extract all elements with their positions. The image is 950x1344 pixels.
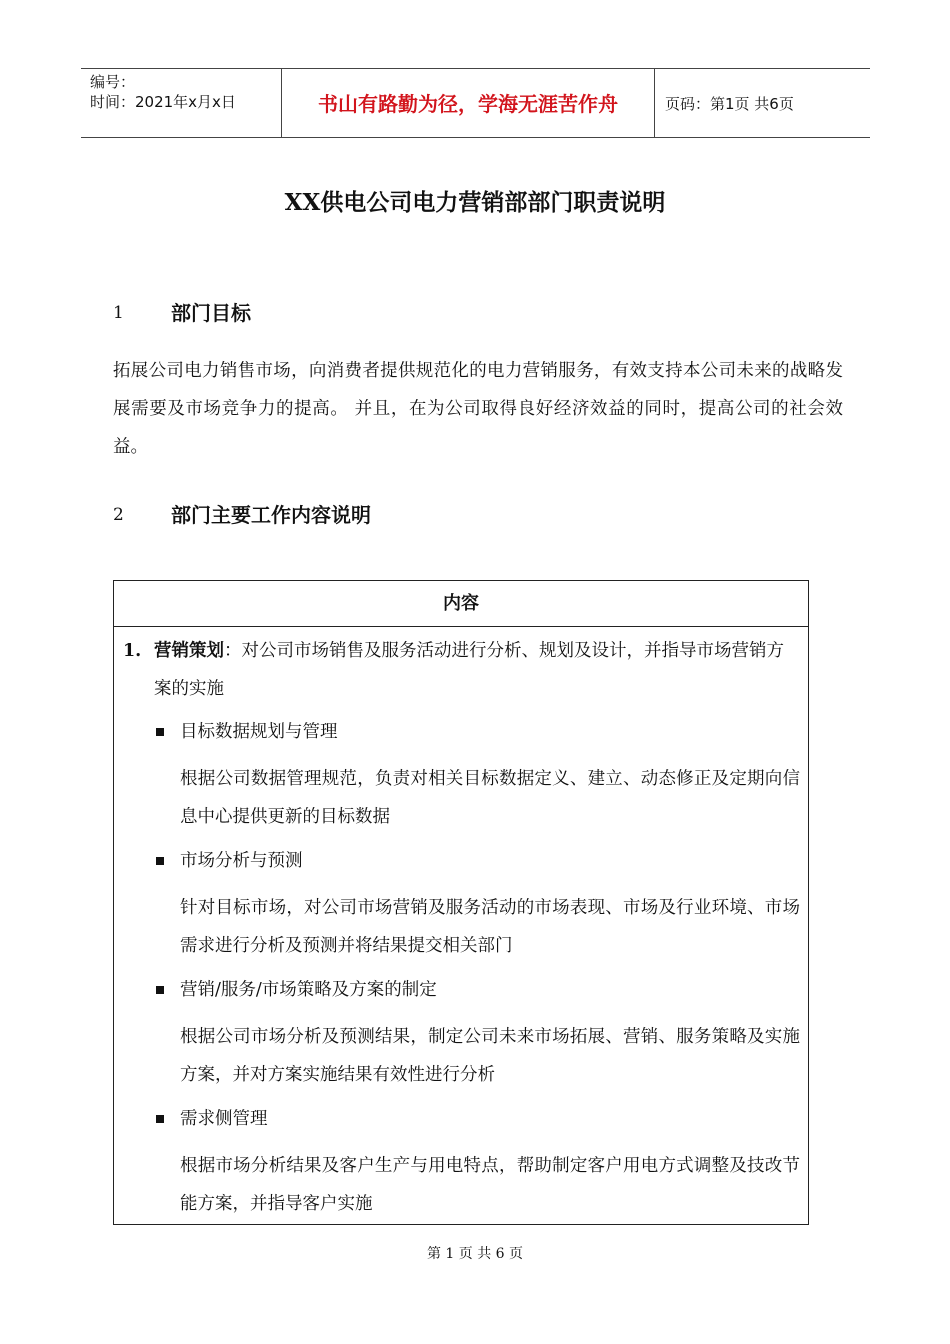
subitem-title: 市场分析与预测 [180, 851, 303, 871]
page-footer: 第 1 页 共 6 页 [426, 1246, 524, 1262]
header-meta-cell [81, 69, 282, 137]
bullet-icon [156, 857, 164, 865]
subitem-desc: 根据公司数据管理规范，负责对相关目标数据定义、建立、动态修正及定期向信息中心提供更新的目标数据 [180, 769, 800, 827]
item-title: 营销策划 [154, 641, 224, 661]
section-number: 1 [113, 303, 124, 323]
item-desc: ：对公司市场销售及服务活动进行分析、规划及设计，并指导市场营销方案的实施 [154, 641, 784, 699]
subitem-title: 营销/服务/市场策略及方案的制定 [180, 980, 437, 1000]
item-number: 1. [123, 641, 142, 661]
subitem-title: 需求侧管理 [180, 1109, 268, 1129]
motto-text: 书山有路勤为径，学海无涯苦作舟 [318, 92, 618, 116]
code-label: 编号： [90, 73, 136, 91]
header-motto-cell [282, 69, 655, 137]
section-title: 部门目标 [171, 301, 251, 325]
section-number: 2 [113, 505, 124, 525]
subitem-desc: 针对目标市场，对公司市场营销及服务活动的市场表现、市场及行业环境、市场需求进行分析及预测并将结果提交相关部门 [180, 898, 800, 956]
subitem-title: 目标数据规划与管理 [180, 722, 338, 742]
duties-table [113, 580, 809, 1225]
time-label: 时间：2021年x月x日 [90, 93, 236, 111]
subitem-desc: 根据公司市场分析及预测结果，制定公司未来市场拓展、营销、服务策略及实施方案，并对方案实施结果有效性进行分析 [180, 1027, 800, 1085]
subitem-desc: 根据市场分析结果及客户生产与用电特点，帮助制定客户用电方式调整及技改节能方案，并指导客户实施 [180, 1156, 800, 1214]
item-text [154, 632, 794, 708]
bullet-icon [156, 986, 164, 994]
page-info: 页码：第1页 共6页 [665, 95, 794, 113]
section-title: 部门主要工作内容说明 [171, 503, 371, 527]
page-header [81, 68, 870, 138]
table-header: 内容 [114, 581, 808, 627]
header-page-cell [655, 69, 870, 137]
bullet-icon [156, 1115, 164, 1123]
section-1-body: 拓展公司电力销售市场，向消费者提供规范化的电力营销服务，有效支持本公司未来的战略发展需要及市场竞争力的提高。 并且，在为公司取得良好经济效益的同时，提高公司的社会效益。 [113, 361, 843, 457]
document-title: XX供电公司电力营销部部门职责说明 [284, 189, 666, 216]
bullet-icon [156, 728, 164, 736]
